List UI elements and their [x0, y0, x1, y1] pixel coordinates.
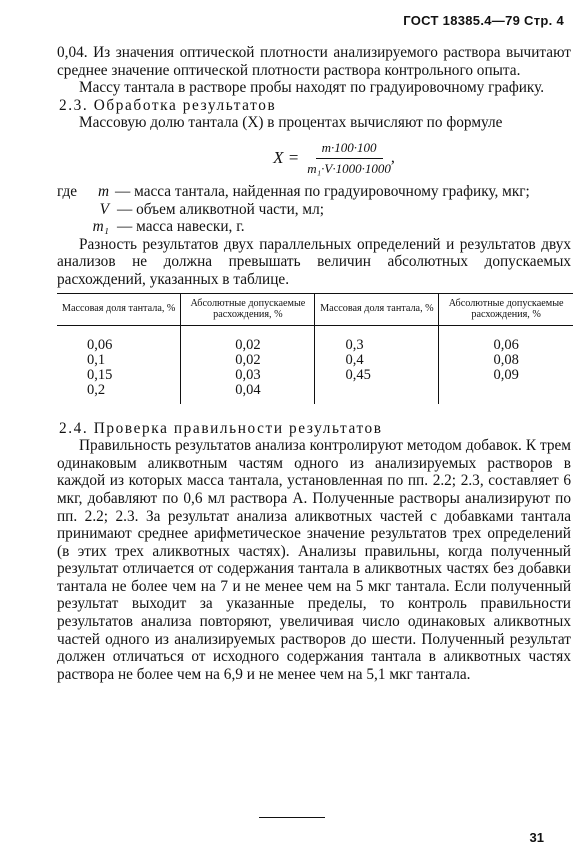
- table-header-row: [57, 293, 573, 325]
- table-cell: 0,45: [345, 366, 371, 383]
- table-cell: 0,04: [235, 381, 261, 398]
- table-header-tolerance-1: Абсолютные допускаемые расхождения, %: [181, 293, 315, 325]
- footer-rule: [259, 817, 325, 818]
- formula-fraction: [307, 140, 391, 177]
- table-header-mass-fraction-2: Массовая доля тантала, %: [315, 293, 439, 325]
- table-column-tolerance-1: [181, 325, 315, 404]
- section-heading-2-4: 2.4. Проверка правильности результатов: [59, 419, 383, 437]
- formula-numerator: m·100·100: [316, 140, 383, 159]
- definition-v: [57, 201, 571, 219]
- formula: [97, 140, 571, 177]
- table-cell: 0,02: [235, 351, 261, 368]
- table-cell: 0,02: [235, 336, 261, 353]
- table-header-tolerance-2: Абсолютные допускаемые расхождения, %: [439, 293, 573, 325]
- section-heading-2-3: 2.3. Обработка результатов: [59, 96, 277, 114]
- table-row: [57, 325, 573, 404]
- table-cell: 0,3: [345, 336, 364, 353]
- definition-var-m1: m₁: [92, 218, 109, 236]
- paragraph-verification: Правильность результатов анализа контролируют методом добавок. К трем одинаковым аликвотным частям одного из анализируемых растворов в каждой из которых масса тантала, установленная по пп. 2.2; 2.3, составляет 6 мкг, добавляют по 0,6 мл раствора А. Полученные растворы анализируют по пп. 2.2; 2.3. За результат анализа аликвотных частей с добавками тантала принимают среднее арифметическое значение результатов трех определений (в этих трех аликвотных частях). Анализы правильны, когда полученный результат отличается от содержания тантала в аликвотных частях без добавки тантала не более чем на 7 и не менее чем на 5 мкг тантала. Если полученный результат выходит за указанные пределы, то контроль правильности результатов анализа повторяют, увеличивая число одинаковых аликвотных частей одного из анализируемых растворов до шести. Полученный результат должен отличаться от исходного содержания тантала в аликвотных частях раствора не более чем на 6,9 и не менее чем на 5,1 мкг тантала.: [57, 437, 571, 683]
- table-cell: 0,2: [87, 381, 106, 398]
- paragraph-mass-tantalum: Массу тантала в растворе пробы находят по градуировочному графику.: [79, 79, 545, 97]
- table-cell: 0,1: [87, 351, 106, 368]
- paragraph-formula-intro: Массовую долю тантала (X) в процентах вычисляют по формуле: [79, 114, 503, 132]
- variable-definitions: [57, 183, 571, 236]
- table-cell: 0,09: [493, 366, 519, 383]
- definition-m: [57, 183, 571, 201]
- definition-intro: где: [57, 182, 78, 200]
- definition-var-v: V: [99, 200, 109, 218]
- definition-var-m: m: [97, 182, 109, 200]
- formula-lhs: X =: [273, 148, 300, 168]
- page-content: [57, 44, 571, 683]
- table-column-mass-fraction-1: [57, 325, 181, 404]
- table-column-tolerance-2: [439, 325, 573, 404]
- formula-trail: ,: [390, 149, 395, 167]
- table-cell: 0,15: [87, 366, 113, 383]
- definition-text-m1: — масса навески, г.: [117, 218, 245, 236]
- table-cell: 0,06: [493, 336, 519, 353]
- paragraph-discrepancy: Разность результатов двух параллельных определений и результатов двух анализов не должна превышать величин абсолютных допускаемых расхождений, указанных в таблице.: [57, 235, 571, 288]
- paragraph-continuation: 0,04. Из значения оптической плотности анализируемого раствора вычитают среднее значение оптической плотности раствора контрольного опыта.: [57, 44, 571, 79]
- tolerance-table: [57, 293, 573, 404]
- page-number: 31: [529, 830, 544, 845]
- table-cell: 0,08: [493, 351, 519, 368]
- table-cell: 0,06: [87, 336, 113, 353]
- formula-denominator: m₁·V·1000·1000: [307, 160, 391, 176]
- table-header-mass-fraction-1: Массовая доля тантала, %: [57, 293, 181, 325]
- table-cell: 0,4: [345, 351, 364, 368]
- table-cell: 0,03: [235, 366, 261, 383]
- document-header: ГОСТ 18385.4—79 Стр. 4: [403, 13, 564, 28]
- definition-text-v: — объем аликвотной части, мл;: [117, 200, 325, 218]
- definition-m1: [57, 218, 571, 236]
- table-column-mass-fraction-2: [315, 325, 439, 404]
- definition-text-m: — масса тантала, найденная по градуировочному графику, мкг;: [115, 182, 530, 200]
